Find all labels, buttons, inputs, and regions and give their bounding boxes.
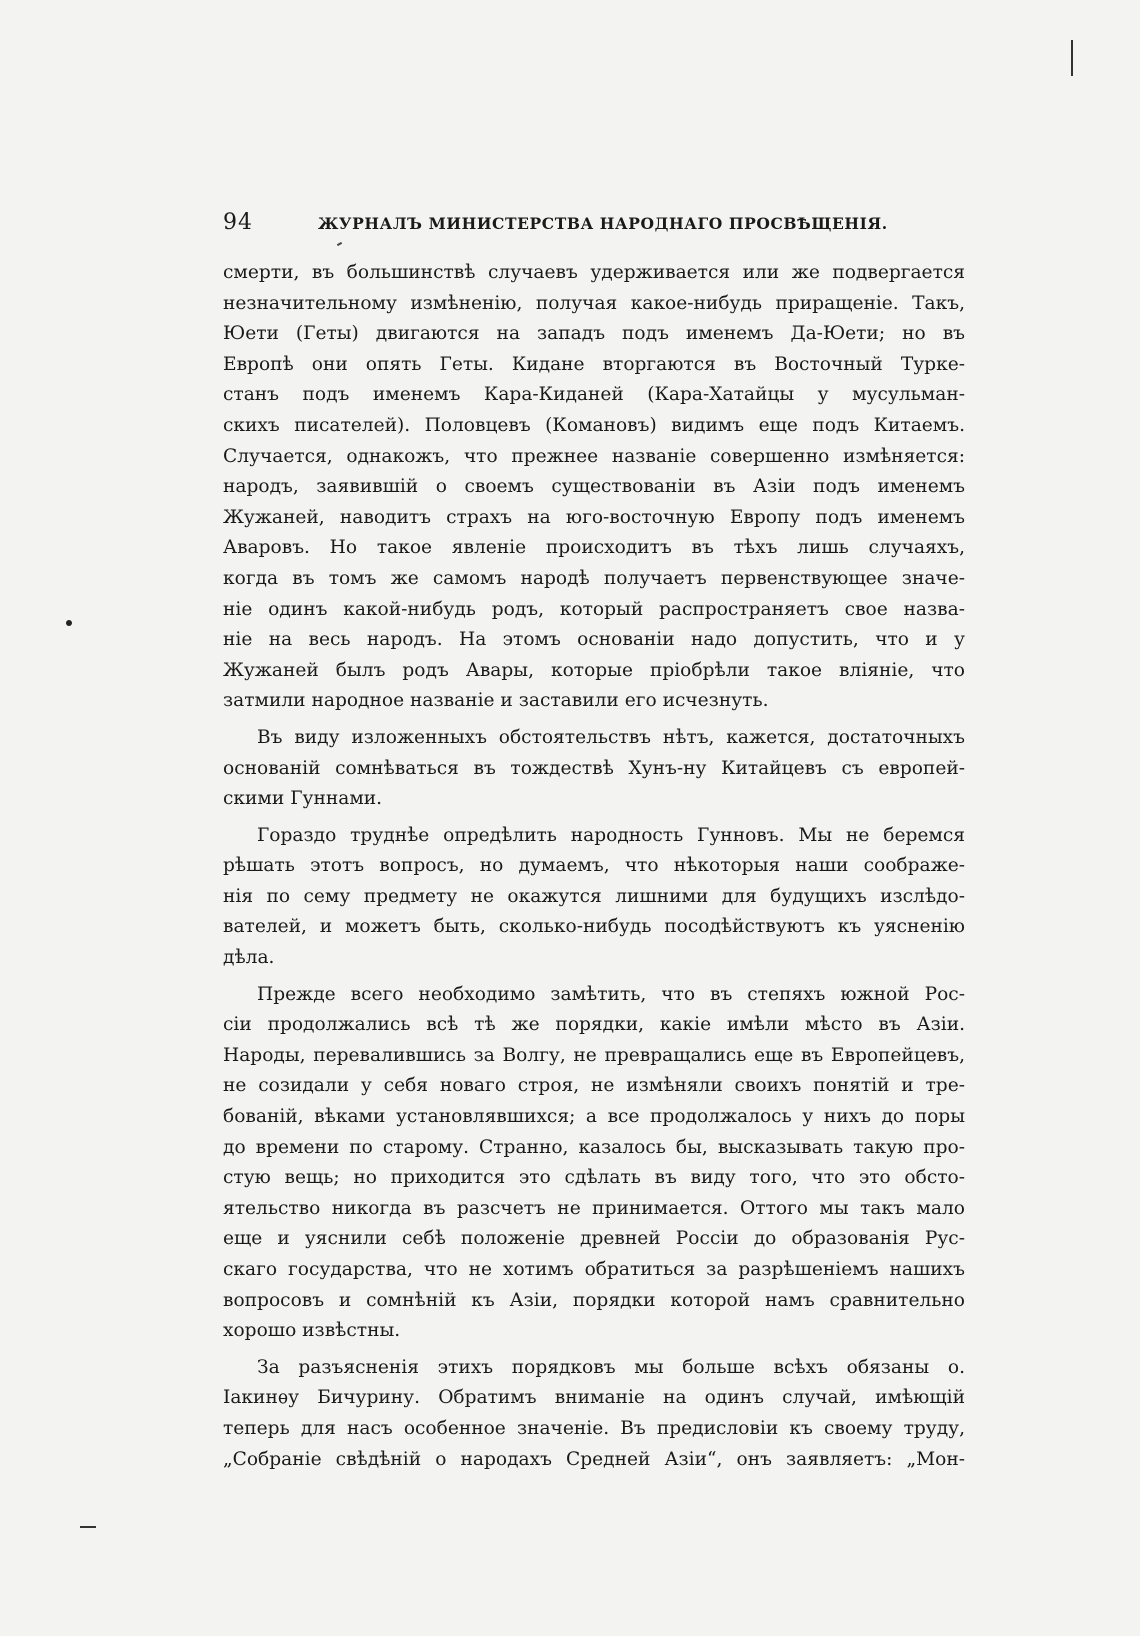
text-line: вателей, и можетъ быть, сколько-нибудь посодѣйствуютъ къ уясненію — [223, 916, 965, 938]
text-line: „Собраніе свѣдѣній о народахъ Средней Азіи“, онъ заявляетъ: „Мон- — [223, 1448, 965, 1470]
text-line: ніе на весь народъ. На этомъ основаніи надо допустить, что и у — [223, 629, 965, 651]
text-line: вопросовъ и сомнѣній къ Азіи, порядки которой намъ сравнительно — [223, 1289, 965, 1311]
text-line: Іакинѳу Бичурину. Обратимъ вниманіе на одинъ случай, имѣющій — [223, 1387, 965, 1409]
scan-speck-tick — [337, 242, 342, 246]
body-text — [223, 258, 965, 1475]
text-line: скихъ писателей). Половцевъ (Комановъ) видимъ еще подъ Китаемъ. — [223, 414, 965, 436]
text-line: основаній сомнѣваться въ тождествѣ Хунъ-ну Китайцевъ съ европей- — [223, 757, 965, 779]
text-line: Европѣ они опять Геты. Кидане вторгаются въ Восточный Турке- — [223, 353, 965, 375]
text-line: Гораздо труднѣе опредѣлить народность Гунновъ. Мы не беремся — [257, 824, 965, 846]
text-line: теперь для насъ особенное значеніе. Въ предисловіи къ своему труду, — [223, 1417, 965, 1439]
scan-edge-mark-bottom — [80, 1526, 96, 1528]
text-line: сіи продолжались всѣ тѣ же порядки, какіе имѣли мѣсто въ Азіи. — [223, 1014, 965, 1036]
paragraph — [223, 258, 965, 717]
text-line: до времени по старому. Странно, казалось бы, высказывать такую про- — [223, 1136, 965, 1158]
paragraph — [223, 980, 965, 1347]
text-line: рѣшать этотъ вопросъ, но думаемъ, что нѣкоторыя наши соображе- — [223, 855, 965, 877]
text-line: Въ виду изложенныхъ обстоятельствъ нѣтъ, кажется, достаточныхъ — [257, 726, 965, 748]
paragraph — [223, 821, 965, 974]
text-line: скаго государства, что не хотимъ обратиться за разрѣшеніемъ нашихъ — [223, 1259, 965, 1280]
text-line: Юети (Геты) двигаются на западъ подъ именемъ Да-Юети; но въ — [223, 323, 965, 345]
scan-edge-mark — [1071, 40, 1073, 76]
text-line: хорошо извѣстны. — [223, 1320, 401, 1342]
running-head: ЖУРНАЛЪ МИНИСТЕРСТВА НАРОДНАГО ПРОСВѢЩЕНІЯ. — [318, 214, 888, 233]
text-line: смерти, въ большинствѣ случаевъ удерживается или же подвергается — [223, 262, 965, 283]
text-line: когда въ томъ же самомъ народѣ получаетъ первенствующее значе- — [223, 567, 965, 589]
text-line: Аваровъ. Но такое явленіе происходитъ въ тѣхъ лишь случаяхъ, — [223, 537, 965, 559]
text-line: Жужаней, наводитъ страхъ на юго-восточную Европу подъ именемъ — [223, 506, 965, 528]
text-line: ніе одинъ какой-нибудь родъ, который распространяетъ свое назва- — [223, 598, 965, 620]
text-line: еще и уяснили себѣ положеніе древней Россіи до образованія Рус- — [223, 1228, 965, 1250]
text-line: дѣла. — [223, 947, 275, 969]
text-line: скими Гуннами. — [223, 788, 383, 810]
text-line: не созидали у себя новаго строя, не измѣняли своихъ понятій и тре- — [223, 1075, 965, 1097]
paragraph — [223, 1353, 965, 1475]
text-line: За разъясненія этихъ порядковъ мы больше всѣхъ обязаны о. — [257, 1356, 965, 1378]
page-header — [223, 210, 965, 236]
text-line: стую вещь; но приходится это сдѣлать въ виду того, что это обсто- — [223, 1167, 965, 1189]
text-line: Прежде всего необходимо замѣтить, что въ степяхъ южной Рос- — [257, 983, 965, 1005]
text-line: народъ, заявившій о своемъ существованіи въ Азіи подъ именемъ — [223, 476, 965, 498]
text-line: Случается, однакожъ, что прежнее названіе совершенно измѣняется: — [223, 445, 965, 467]
text-line: затмили народное названіе и заставили его исчезнуть. — [223, 690, 769, 712]
text-line: станъ подъ именемъ Кара-Киданей (Кара-Хатайцы у мусульман- — [223, 384, 965, 406]
text-line: ятельство никогда въ разсчетъ не принимается. Оттого мы такъ мало — [223, 1197, 965, 1219]
paragraph — [223, 723, 965, 815]
text-line: незначительному измѣненію, получая какое-нибудь приращеніе. Такъ, — [223, 292, 965, 314]
text-line: Народы, перевалившись за Волгу, не превращались еще въ Европейцевъ, — [223, 1044, 965, 1066]
text-line: нія по сему предмету не окажутся лишними для будущихъ изслѣдо- — [223, 885, 965, 907]
text-line: бованій, вѣками установлявшихся; а все продолжалось у нихъ до поры — [223, 1106, 965, 1128]
scan-speck — [66, 620, 72, 626]
text-line: Жужаней былъ родъ Авары, которые пріобрѣли такое вліяніе, что — [223, 659, 965, 681]
page-number: 94 — [223, 210, 253, 235]
